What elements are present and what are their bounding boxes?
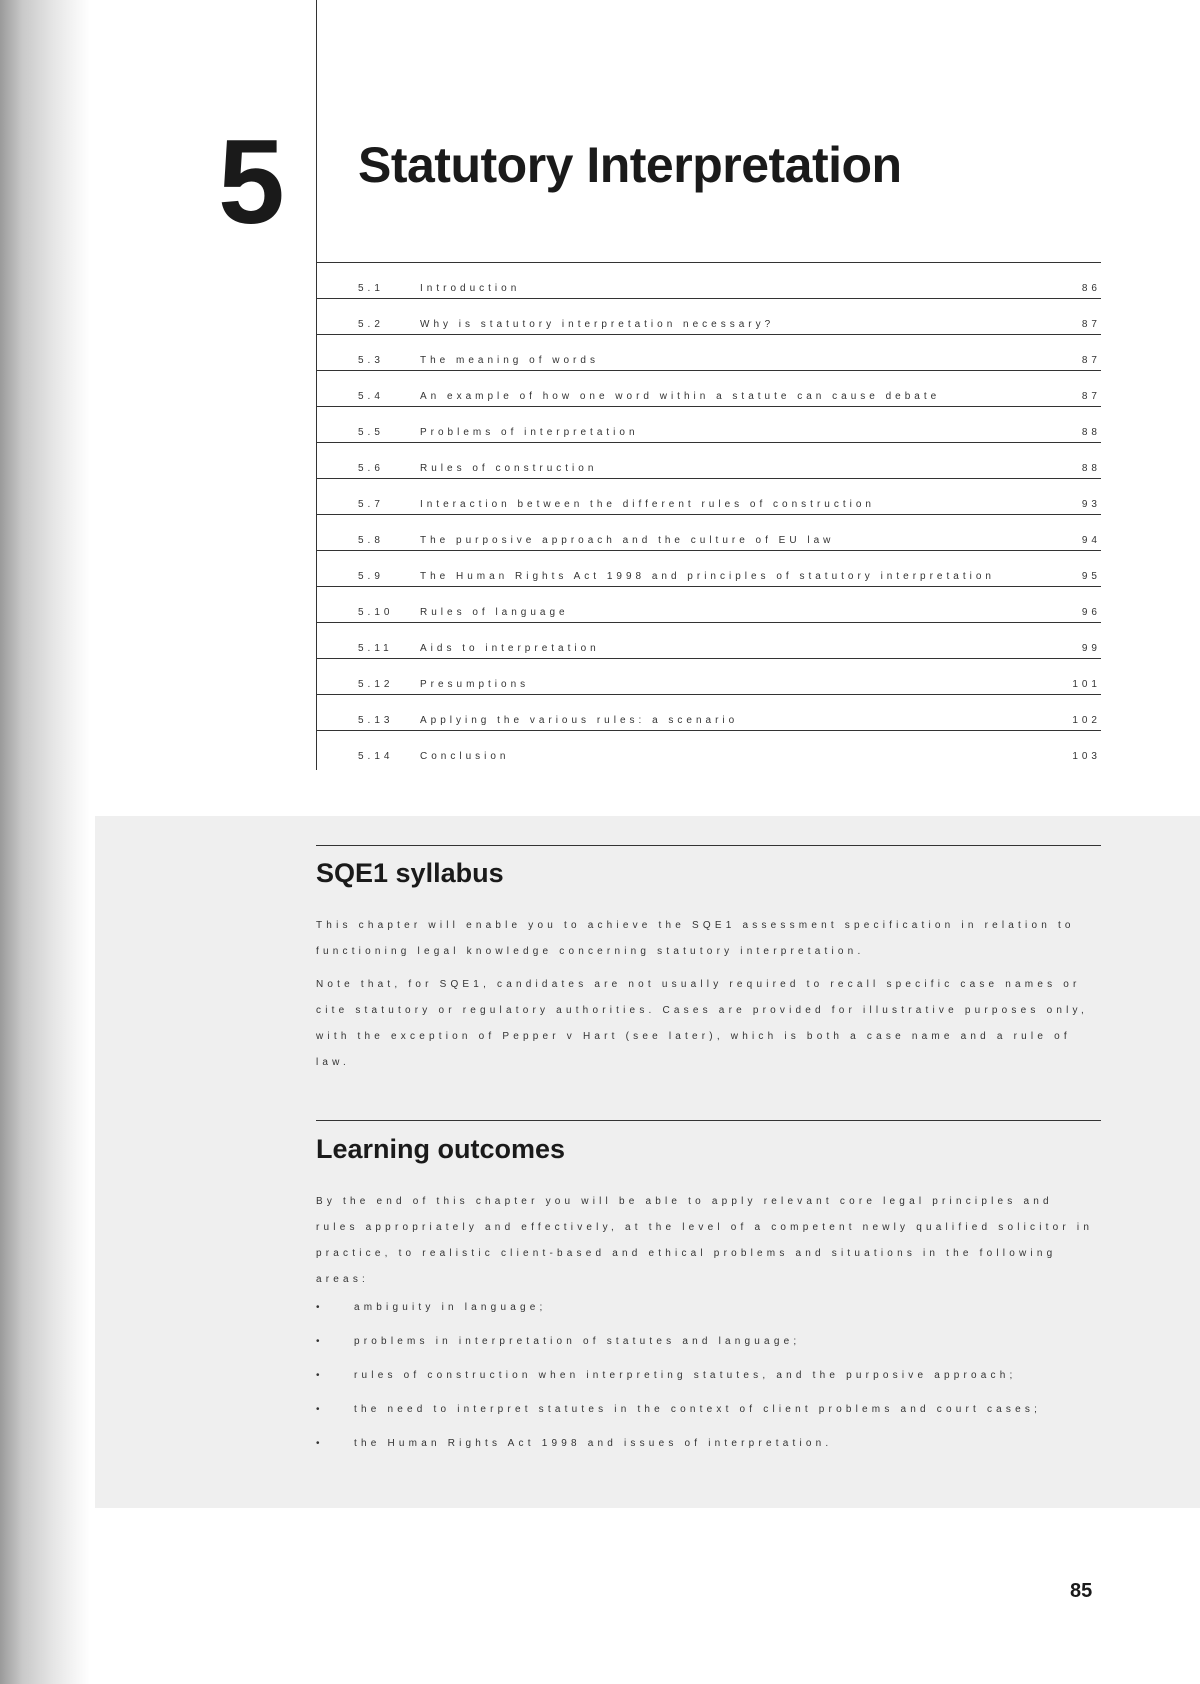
toc-title: Aids to interpretation (420, 643, 600, 654)
toc-title: Rules of language (420, 607, 569, 618)
toc-title: The meaning of words (420, 355, 599, 366)
toc-title: An example of how one word within a statute can cause debate (420, 391, 941, 402)
list-item (316, 1370, 1101, 1404)
toc-entry[interactable] (316, 586, 1101, 622)
toc-entry[interactable] (316, 370, 1101, 406)
outcome-text: rules of construction when interpreting statutes, and the purposive approach; (354, 1370, 1017, 1381)
outcome-text: the Human Rights Act 1998 and issues of interpretation. (354, 1438, 833, 1449)
toc-entry[interactable] (316, 730, 1101, 766)
toc-entry[interactable] (316, 262, 1101, 298)
toc-entry[interactable] (316, 442, 1101, 478)
toc-entry[interactable] (316, 298, 1101, 334)
toc-title: The Human Rights Act 1998 and principles of statutory interpretation (420, 571, 995, 582)
toc-title: Rules of construction (420, 463, 598, 474)
list-item (316, 1404, 1101, 1438)
toc-title: Introduction (420, 283, 521, 294)
toc-number: 5.11 (358, 643, 393, 654)
toc-title: Conclusion (420, 751, 510, 762)
toc-page: 96 (1081, 607, 1101, 618)
toc-number: 5.2 (358, 319, 384, 330)
toc-title: Why is statutory interpretation necessary? (420, 319, 775, 330)
outcomes-intro: By the end of this chapter you will be able to apply relevant core legal principles and rules appropriately and effectively, at the level of a competent newly qualified solicitor in practice, to realistic client-based and ethical problems and situations in the following areas: (316, 1196, 1094, 1285)
toc-number: 5.9 (358, 571, 384, 582)
bullet-icon: • (316, 1302, 324, 1313)
toc-entry[interactable] (316, 514, 1101, 550)
toc-title: Applying the various rules: a scenario (420, 715, 739, 726)
toc-page: 103 (1072, 751, 1101, 762)
toc-number: 5.4 (358, 391, 384, 402)
outcome-text: problems in interpretation of statutes and language; (354, 1336, 801, 1347)
toc-page: 87 (1081, 319, 1101, 330)
bullet-icon: • (316, 1336, 324, 1347)
list-item (316, 1438, 1101, 1472)
book-spine-shadow (0, 0, 90, 1684)
toc-number: 5.6 (358, 463, 384, 474)
toc-page: 99 (1081, 643, 1101, 654)
toc-page: 87 (1081, 355, 1101, 366)
toc-page: 88 (1081, 427, 1101, 438)
bullet-icon: • (316, 1438, 324, 1449)
toc-page: 93 (1081, 499, 1101, 510)
toc-number: 5.7 (358, 499, 384, 510)
page-number: 85 (1070, 1580, 1093, 1602)
toc-number: 5.1 (358, 283, 384, 294)
outcome-text: ambiguity in language; (354, 1302, 547, 1313)
toc-entry[interactable] (316, 622, 1101, 658)
outcomes-list (316, 1302, 1101, 1472)
chapter-number: 5 (218, 115, 285, 249)
toc-page: 87 (1081, 391, 1101, 402)
outcome-text: the need to interpret statutes in the context of client problems and court cases; (354, 1404, 1042, 1415)
syllabus-heading: SQE1 syllabus (316, 858, 504, 888)
toc-page: 101 (1072, 679, 1101, 690)
toc-number: 5.13 (358, 715, 394, 726)
toc-title: Problems of interpretation (420, 427, 639, 438)
list-item (316, 1302, 1101, 1336)
syllabus-rule (316, 845, 1101, 846)
toc-number: 5.8 (358, 535, 384, 546)
outcomes-heading: Learning outcomes (316, 1134, 566, 1164)
chapter-title: Statutory Interpretation (358, 137, 902, 193)
list-item (316, 1336, 1101, 1370)
syllabus-paragraph-2: Note that, for SQE1, candidates are not usually required to recall specific case names or cite statutory or regulatory authorities. Cases are provided for illustrative purposes only, with the exception of Pepper v Hart (see later), which is both a case name and a rule of law. (316, 979, 1088, 1068)
syllabus-paragraph-1: This chapter will enable you to achieve the SQE1 assessment specification in relation to functioning legal knowledge concerning statutory interpretation. (316, 920, 1075, 957)
toc-number: 5.10 (358, 607, 394, 618)
toc-number: 5.14 (358, 751, 394, 762)
toc-page: 102 (1072, 715, 1101, 726)
toc-number: 5.5 (358, 427, 384, 438)
toc-entry[interactable] (316, 658, 1101, 694)
table-of-contents (316, 262, 1101, 766)
bullet-icon: • (316, 1404, 324, 1415)
toc-title: Presumptions (420, 679, 530, 690)
toc-entry[interactable] (316, 478, 1101, 514)
toc-title: Interaction between the different rules of construction (420, 499, 875, 510)
outcomes-rule (316, 1120, 1101, 1121)
toc-page: 95 (1081, 571, 1101, 582)
toc-entry[interactable] (316, 694, 1101, 730)
toc-page: 88 (1081, 463, 1101, 474)
toc-entry[interactable] (316, 334, 1101, 370)
toc-number: 5.12 (358, 679, 394, 690)
toc-page: 94 (1081, 535, 1101, 546)
toc-entry[interactable] (316, 406, 1101, 442)
toc-page: 86 (1081, 283, 1101, 294)
bullet-icon: • (316, 1370, 324, 1381)
toc-title: The purposive approach and the culture of EU law (420, 535, 835, 546)
toc-entry[interactable] (316, 550, 1101, 586)
toc-number: 5.3 (358, 355, 384, 366)
